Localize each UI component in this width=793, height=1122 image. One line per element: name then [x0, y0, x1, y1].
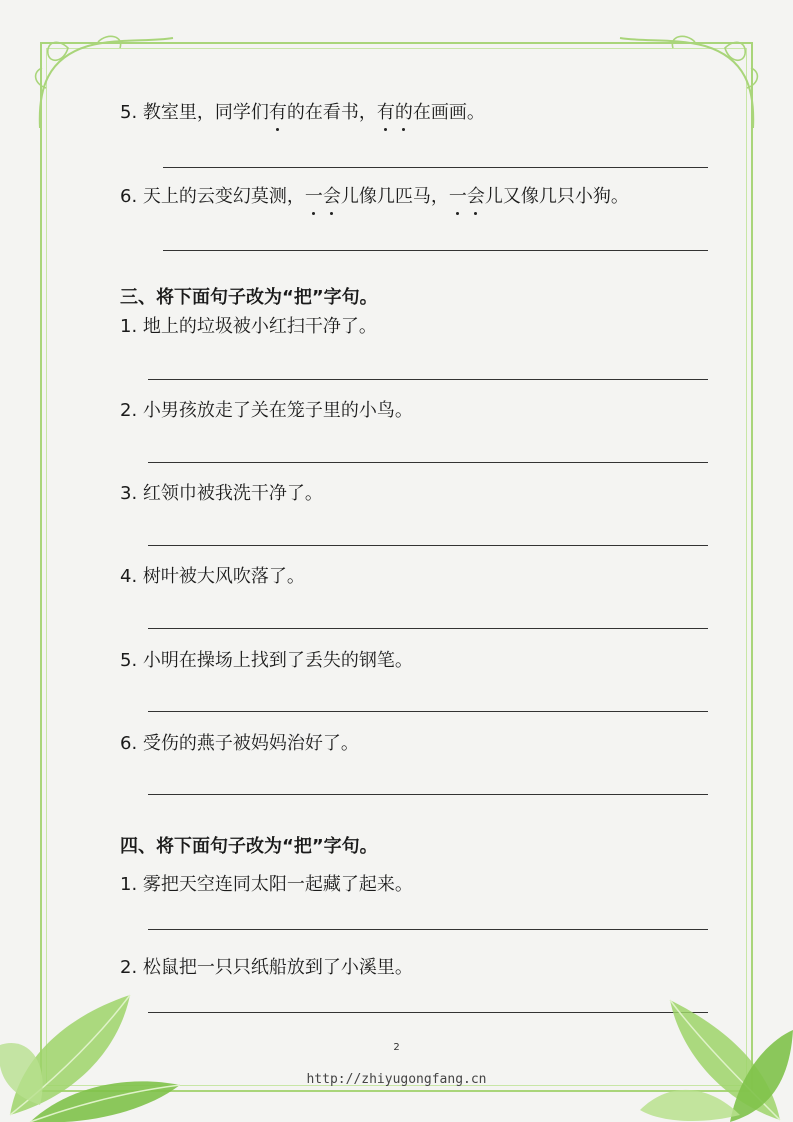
answer-line[interactable] — [148, 794, 708, 795]
emphasis-dot-char: 会 — [322, 186, 341, 207]
page-number: 2 — [393, 1042, 400, 1053]
question-4-1: 1. 雾把天空连同太阳一起藏了起来。 — [120, 874, 413, 895]
question-3-6: 6. 受伤的燕子被妈妈治好了。 — [120, 733, 359, 754]
section-3-title: 三、将下面句子改为“把”字句。 — [120, 287, 378, 308]
vine-ornament-top-right — [615, 28, 765, 138]
answer-line[interactable] — [148, 545, 708, 546]
question-3-1: 1. 地上的垃圾被小红扫干净了。 — [120, 316, 377, 337]
answer-line[interactable] — [148, 462, 708, 463]
emphasis-dot-char: 的 — [394, 102, 413, 123]
leaves-ornament-bottom-left — [0, 985, 190, 1122]
question-3-5: 5. 小明在操场上找到了丢失的钢笔。 — [120, 650, 413, 671]
leaves-ornament-bottom-right — [630, 990, 793, 1122]
emphasis-dot-char: 一 — [448, 186, 467, 207]
emphasis-dot-char: 一 — [304, 186, 323, 207]
section-4-title: 四、将下面句子改为“把”字句。 — [120, 836, 378, 857]
question-2-6: 6. 天上的云变幻莫测，一会儿像几匹马，一会儿又像几只小狗。 — [120, 186, 629, 207]
emphasis-dot-char: 有 — [268, 102, 287, 123]
answer-line[interactable] — [163, 167, 708, 168]
answer-line[interactable] — [148, 379, 708, 380]
answer-line[interactable] — [163, 250, 708, 251]
emphasis-dot-char: 有 — [376, 102, 395, 123]
question-4-2: 2. 松鼠把一只只纸船放到了小溪里。 — [120, 957, 413, 978]
answer-line[interactable] — [148, 929, 708, 930]
footer-url[interactable]: http://zhiyugongfang.cn — [306, 1072, 487, 1087]
answer-line[interactable] — [148, 711, 708, 712]
emphasis-dot-char: 会 — [466, 186, 485, 207]
question-3-4: 4. 树叶被大风吹落了。 — [120, 566, 305, 587]
answer-line[interactable] — [148, 1012, 708, 1013]
question-2-5: 5. 教室里，同学们有的在看书，有的在画画。 — [120, 102, 485, 123]
question-3-3: 3. 红领巾被我洗干净了。 — [120, 483, 323, 504]
answer-line[interactable] — [148, 628, 708, 629]
question-3-2: 2. 小男孩放走了关在笼子里的小鸟。 — [120, 400, 413, 421]
